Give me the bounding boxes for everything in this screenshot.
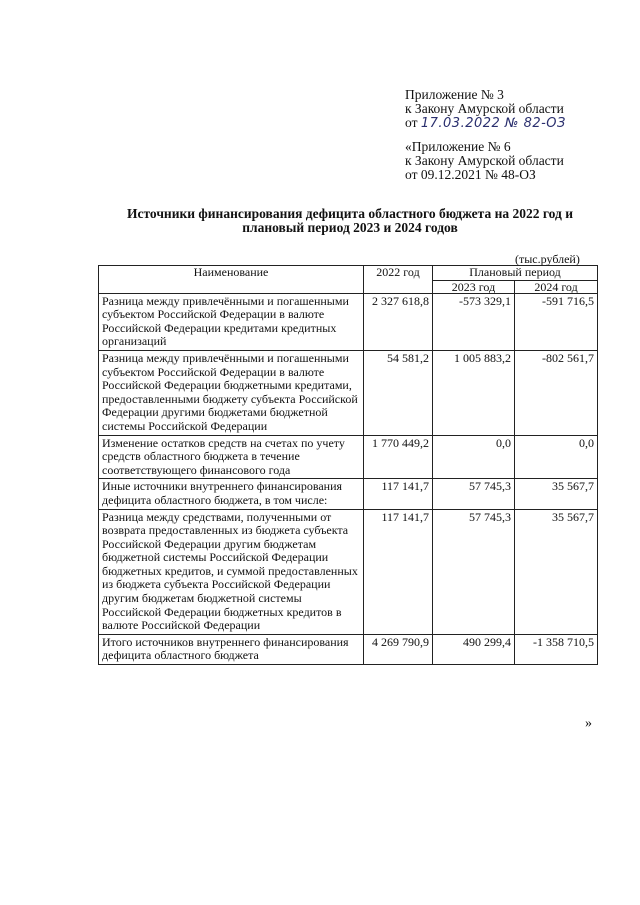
table-row — [99, 509, 598, 634]
row-2022: 117 141,7 — [364, 479, 433, 509]
row-name: Иные источники внутреннего финансирования дефицита областного бюджета, в том числе: — [99, 479, 364, 509]
units-label: (тыс.рублей) — [515, 252, 580, 266]
row-2023: 1 005 883,2 — [433, 350, 515, 435]
document-title: Источники финансирования дефицита областного бюджета на 2022 год и плановый период 2023 и 2024 годов — [126, 206, 574, 235]
row-2024: 35 567,7 — [515, 509, 598, 634]
closing-quote-mark: » — [585, 716, 592, 731]
appendix-number: Приложение № 3 — [405, 87, 504, 102]
row-2024: -802 561,7 — [515, 350, 598, 435]
row-2022: 117 141,7 — [364, 509, 433, 634]
row-name: Разница между привлечёнными и погашенными субъектом Российской Федерации в валюте Российской Федерации бюджетными кредитами, предоставленными бюджету субъекта Российской Федерации другими бюджетами бюджетной системы Российской Федерации — [99, 350, 364, 435]
old-appendix-header — [405, 140, 564, 182]
table-row — [99, 634, 598, 664]
row-name: Итого источников внутреннего финансирования дефицита областного бюджета — [99, 634, 364, 664]
law-date-line — [405, 116, 566, 131]
row-2022: 1 770 449,2 — [364, 435, 433, 479]
row-2023: 57 745,3 — [433, 509, 515, 634]
old-appendix-number: «Приложение № 6 — [405, 139, 511, 154]
row-2023: -573 329,1 — [433, 293, 515, 350]
row-2022: 4 269 790,9 — [364, 634, 433, 664]
handwritten-date: 17.03.2022 № 82-ОЗ — [420, 116, 566, 131]
row-2022: 2 327 618,8 — [364, 293, 433, 350]
table-row — [99, 350, 598, 435]
old-law-date: от 09.12.2021 № 48-ОЗ — [405, 167, 536, 182]
header-name: Наименование — [99, 266, 364, 294]
row-2022: 54 581,2 — [364, 350, 433, 435]
table-row — [99, 479, 598, 509]
row-name: Разница между привлечёнными и погашенными субъектом Российской Федерации в валюте Российской Федерации кредитами кредитных организаций — [99, 293, 364, 350]
header-plan-period: Плановый период — [433, 266, 598, 281]
law-reference: к Закону Амурской области — [405, 101, 564, 116]
table-row — [99, 293, 598, 350]
row-name: Разница между средствами, полученными от возврата предоставленных из бюджета субъекта Российской Федерации другим бюджетам бюджетной системы Российской Федерации бюджетных кредитов, и суммой предоставленных из бюджета субъекта Российской Федерации другим бюджетам бюджетной системы Российской Федерации бюджетных кредитов в валюте Российской Федерации — [99, 509, 364, 634]
table-row — [99, 435, 598, 479]
row-2024: -591 716,5 — [515, 293, 598, 350]
header-2023: 2023 год — [433, 280, 515, 293]
header-2022: 2022 год — [364, 266, 433, 294]
old-law-reference: к Закону Амурской области — [405, 153, 564, 168]
appendix-header — [405, 88, 566, 131]
from-prefix: от — [405, 115, 418, 130]
row-2024: 35 567,7 — [515, 479, 598, 509]
row-2023: 490 299,4 — [433, 634, 515, 664]
row-name: Изменение остатков средств на счетах по учету средств областного бюджета в течение соответствующего финансового года — [99, 435, 364, 479]
row-2023: 0,0 — [433, 435, 515, 479]
header-2024: 2024 год — [515, 280, 598, 293]
row-2023: 57 745,3 — [433, 479, 515, 509]
row-2024: 0,0 — [515, 435, 598, 479]
row-2024: -1 358 710,5 — [515, 634, 598, 664]
financing-table — [98, 265, 598, 665]
